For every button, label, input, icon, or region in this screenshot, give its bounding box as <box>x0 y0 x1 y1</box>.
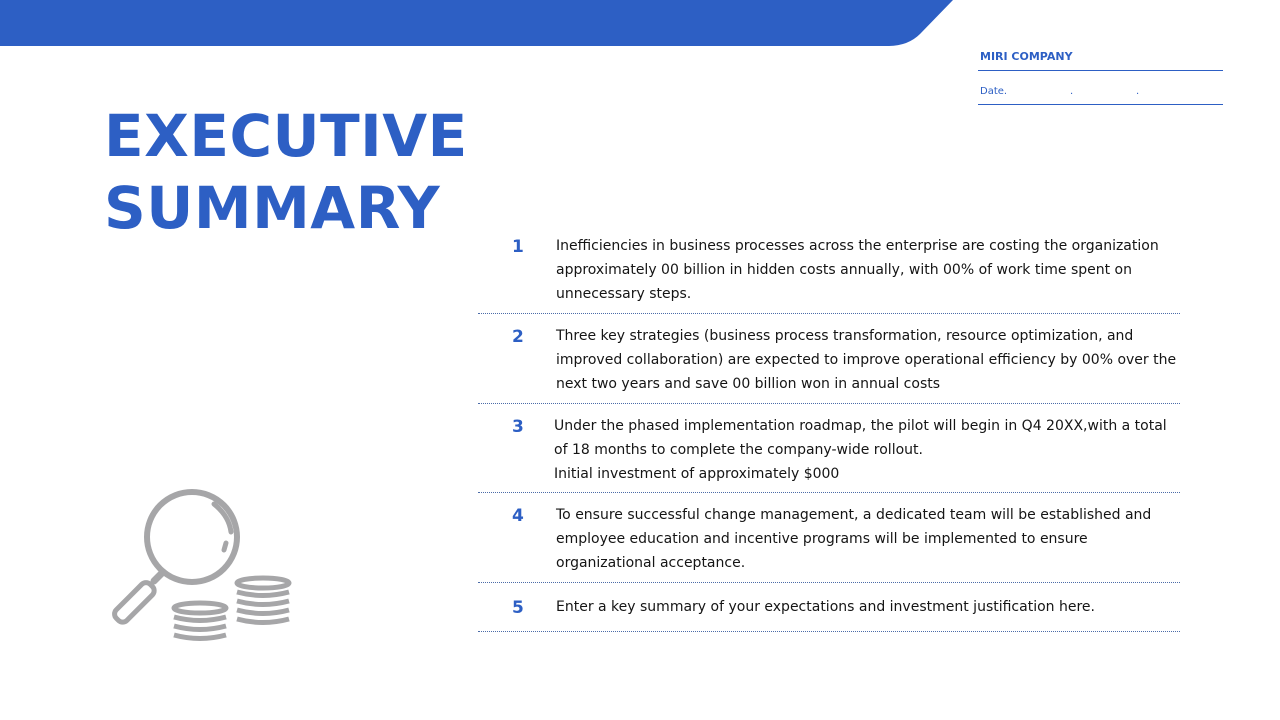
company-underline <box>978 70 1223 71</box>
item-number: 5 <box>512 598 524 618</box>
date-label: Date. <box>980 86 1008 97</box>
company-name: MIRI COMPANY <box>980 50 1073 63</box>
item-text: Inefficiencies in business processes across the enterprise are costing the organization approximately 00 billion in hidden costs annually, with 00% of work time spent on unnecessary steps. <box>556 238 1159 302</box>
item-text: Enter a key summary of your expectations and investment justification here. <box>556 599 1095 615</box>
item-number: 2 <box>512 327 524 347</box>
item-number: 1 <box>512 237 524 257</box>
date-separator: . <box>1136 86 1140 97</box>
item-text: To ensure successful change management, a dedicated team will be established and employee education and incentive programs will be implemented to ensure organizational acceptance. <box>556 507 1152 571</box>
page-title <box>104 100 468 244</box>
item-text: Three key strategies (business process transformation, resource optimization, and improved collaboration) are expected to improve operational efficiency by 00% over the next two years and save 00 billion won in annual costs <box>556 328 1177 392</box>
title-line-1: EXECUTIVE <box>104 102 468 170</box>
title-line-2: SUMMARY <box>104 174 441 242</box>
summary-item <box>478 230 1180 314</box>
summary-item <box>478 583 1180 632</box>
summary-item <box>478 404 1180 493</box>
coin-stack-icon <box>174 578 289 639</box>
date-separator: . <box>1070 86 1074 97</box>
summary-list <box>478 230 1180 632</box>
item-number: 3 <box>512 417 524 437</box>
date-underline <box>978 104 1223 105</box>
summary-item <box>478 493 1180 583</box>
summary-item <box>478 314 1180 404</box>
item-number: 4 <box>512 506 524 526</box>
item-text: Under the phased implementation roadmap, the pilot will begin in Q4 20XX,with a total of 18 months to complete the company-wide rollout. Initial investment of approximately $000 <box>554 418 1167 482</box>
header-band <box>0 0 1280 46</box>
magnifier-coins-illustration <box>108 484 298 649</box>
date-field <box>980 86 1220 100</box>
